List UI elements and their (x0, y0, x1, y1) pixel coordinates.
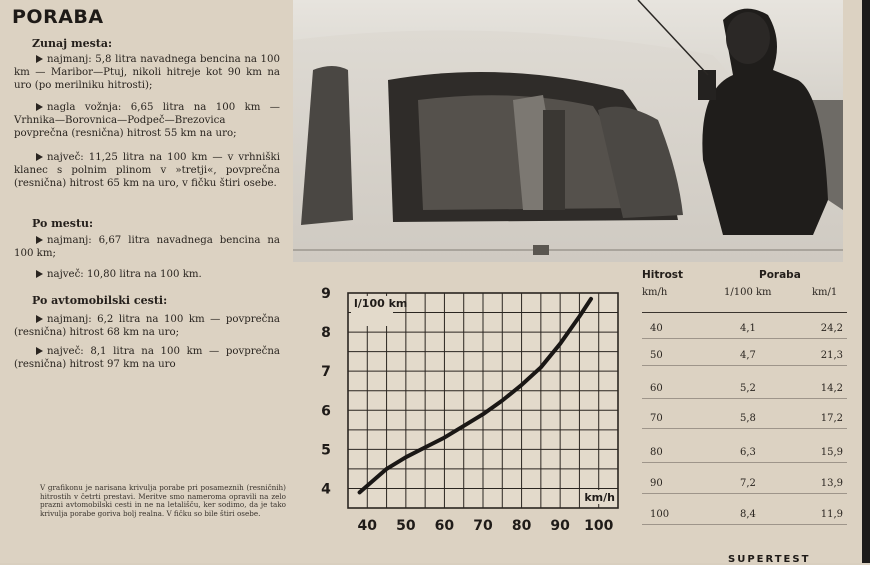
bullet-triangle-icon (36, 236, 43, 244)
y-tick-label: 9 (321, 286, 331, 302)
page-edge (862, 0, 870, 563)
x-tick-label: 70 (473, 518, 493, 534)
x-tick-label: 50 (396, 518, 416, 534)
range-cell: 14,2 (820, 383, 843, 394)
table-header-speed: Hitrost (642, 269, 684, 281)
speed-cell: 90 (650, 478, 663, 489)
table-row (642, 474, 847, 494)
row-divider (642, 398, 847, 399)
y-tick-label: 5 (321, 442, 331, 459)
consumption-cell: 5,2 (740, 383, 756, 394)
range-cell: 17,2 (820, 413, 843, 424)
outside-city-item-3: največ: 11,25 litra na 100 km — v vrhniški klanec s polnim plinom v »tretji«, povprečna (resnična) hitrost 65 km na uro, v fičku štiri osebe. (14, 152, 280, 190)
bullet-triangle-icon (36, 55, 43, 63)
table-row (642, 346, 847, 366)
consumption-cell: 4,1 (740, 323, 756, 334)
range-cell: 13,9 (820, 478, 843, 489)
consumption-cell: 8,4 (740, 509, 756, 520)
x-tick-label: 40 (357, 518, 378, 534)
consumption-cell: 6,3 (740, 447, 756, 458)
y-tick-label: 6 (321, 403, 331, 420)
range-cell: 21,3 (820, 350, 843, 361)
car-photo (293, 0, 843, 262)
table-row (642, 379, 847, 399)
bullet-triangle-icon (36, 270, 43, 278)
section-city-title: Po mestu: (32, 217, 94, 230)
x-tick-label: 100 (584, 518, 614, 534)
y-tick-label: 7 (321, 364, 331, 381)
bullet-triangle-icon (36, 153, 43, 161)
table-unit-l100km: 1/100 km (724, 287, 772, 298)
speed-cell: 50 (650, 350, 663, 361)
table-unit-kml: km/1 (812, 287, 838, 298)
row-divider (642, 338, 847, 339)
range-cell: 24,2 (820, 323, 843, 334)
range-cell: 11,9 (820, 509, 843, 520)
section-outside-city-title: Zunaj mesta: (32, 37, 113, 50)
consumption-chart (300, 285, 630, 540)
table-row (642, 319, 847, 339)
x-axis-label: km/h (584, 491, 615, 504)
row-divider (642, 428, 847, 429)
speed-cell: 40 (650, 323, 663, 334)
consumption-cell: 7,2 (740, 478, 756, 489)
table-unit-kmh: km/h (642, 287, 668, 298)
row-divider (642, 462, 847, 463)
row-divider (642, 493, 847, 494)
bullet-triangle-icon (36, 103, 43, 111)
highway-item-2: največ: 8,1 litra na 100 km — povprečna (resnična) hitrost 97 km na uro (14, 346, 280, 371)
table-row (642, 443, 847, 463)
speed-cell: 60 (650, 383, 663, 394)
section-highway-title: Po avtomobilski cesti: (32, 294, 168, 307)
y-axis-label: l/100 km (354, 297, 408, 310)
highway-item-1: najmanj: 6,2 litra na 100 km — povprečna (resnična) hitrost 68 km na uro; (14, 314, 280, 339)
table-header-consumption: Poraba (759, 269, 801, 281)
speed-cell: 80 (650, 447, 663, 458)
consumption-cell: 5,8 (740, 413, 756, 424)
bullet-triangle-icon (36, 315, 43, 323)
table-row (642, 409, 847, 429)
x-tick-label: 90 (550, 518, 570, 534)
consumption-cell: 4,7 (740, 350, 756, 361)
speed-cell: 100 (650, 509, 670, 520)
table-row (642, 505, 847, 525)
car-photo-illustration (293, 0, 843, 262)
city-item-1: najmanj: 6,67 litra navadnega bencina na 100 km; (14, 235, 280, 260)
x-tick-label: 80 (511, 518, 532, 534)
row-divider (642, 365, 847, 366)
table-header-rule (642, 312, 847, 313)
speed-cell: 70 (650, 413, 663, 424)
outside-city-item-1: najmanj: 5,8 litra navadnega bencina na 100 km — Maribor—Ptuj, nikoli hitreje kot 90 km na uro (po merilniku hitrosti); (14, 54, 280, 92)
page-title: PORABA (12, 6, 104, 28)
row-divider (642, 524, 847, 525)
outside-city-item-2: nagla vožnja: 6,65 litra na 100 km — Vrhnika—Borovnica—Podpeč—Brezovica povprečna (resnična) hitrost 55 km na uro; (14, 102, 280, 140)
y-tick-label: 8 (321, 325, 331, 342)
x-tick-label: 60 (434, 518, 455, 534)
chart-caption: V grafikonu je narisana krivulja porabe pri posameznih (resničnih) hitrostih v četrti prestavi. Meritve smo nameroma opravili na zelo prazni avtomobilski cesti in ne na letališču, ker sodimo, da je tako krivulja porabe goriva bolj realna. V fičku so bile štiri osebe. (40, 483, 286, 518)
range-cell: 15,9 (820, 447, 843, 458)
y-tick-label: 4 (321, 481, 331, 498)
bullet-triangle-icon (36, 347, 43, 355)
city-item-2: največ: 10,80 litra na 100 km. (14, 268, 280, 281)
footer-label: SUPERTEST (728, 554, 811, 565)
